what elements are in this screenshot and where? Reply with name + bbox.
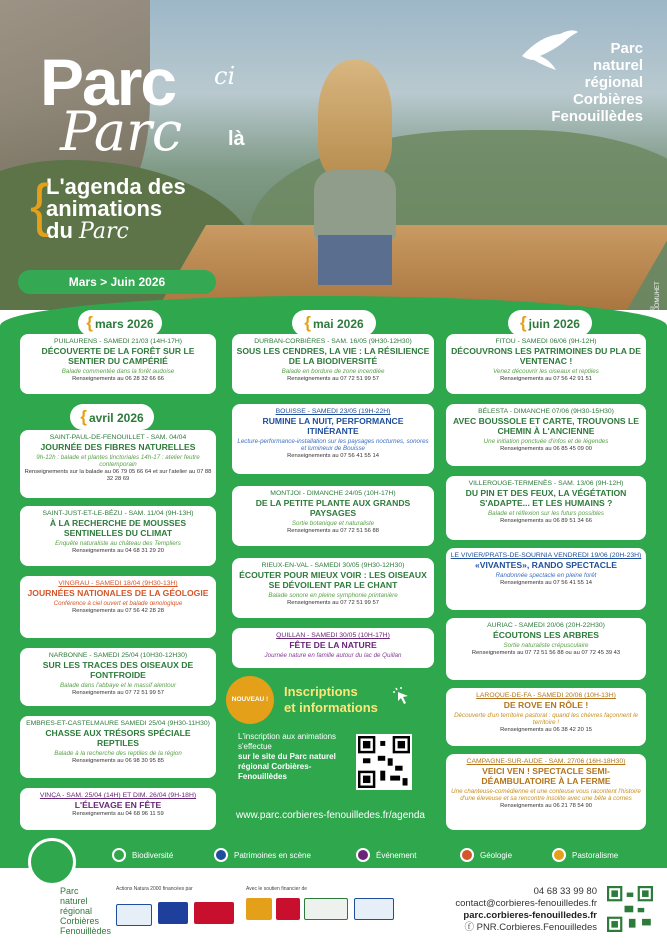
month-header-juin: { juin 2026 xyxy=(508,310,592,336)
partners-label-2: Avec le soutien financier de xyxy=(246,886,308,892)
eu-flag-logo xyxy=(158,902,188,924)
event-card[interactable]: LAROQUE-DE-FA - SAMEDI 20/06 (10H-13H) DE ROVE EN RÔLE ! Découverte d'un territoire pastoral : quand les chèvres façonnent le territoire ! Renseignements au 06 38 42 20 15 xyxy=(446,688,646,746)
woman-figure xyxy=(300,60,410,280)
qr-code[interactable] xyxy=(356,734,412,790)
event-card[interactable]: VILLEROUGE-TERMENÈS - SAM. 13/06 (9H-12H) DU PIN ET DES FEUX, LA VÉGÉTATION S'ADAPTE... ET LES HUMAINS ? Balade et réflexion sur les futurs possibles Renseignements au 06 89 51 34 66 xyxy=(446,476,646,540)
event-card[interactable]: VINÇA - SAM. 25/04 (14H) ET DIM. 26/04 (9H-18H) L'ÉLEVAGE EN FÊTE Renseignements au 04 68 96 11 59 xyxy=(20,788,216,830)
logo-parc-script: Parc xyxy=(60,100,183,163)
event-card[interactable]: DURBAN-CORBIÈRES - SAM. 16/05 (9H30-12H30) SOUS LES CENDRES, LA VIE : LA RÉSILIENCE DE LA BIODIVERSITÉ Balade en bordure de zone incendiée Renseignements au 07 72 51 99 57 xyxy=(232,334,434,394)
event-card[interactable]: VINGRAU - SAMEDI 18/04 (9H30-13H) JOURNÉES NATIONALES DE LA GÉOLOGIE Conférence à ciel ouvert et balade œnologique Renseignements au 07 56 42 28 28 xyxy=(20,576,216,638)
agenda-line2: animations xyxy=(46,196,163,221)
event-card[interactable]: LE VIVIER/PRATS-DE-SOURNIA VENDREDI 19/06 (20H-23H) «VIVANTES», RANDO SPECTACLE Randonnée spectacle en pleine forêt Renseignements au 07 56 41 55 14 xyxy=(446,548,646,610)
aude-logo xyxy=(246,898,272,920)
pnr-logo-text: Parc naturel régional Corbières Fenouillèdes xyxy=(551,40,643,125)
contact-block xyxy=(455,886,597,934)
partners-label-1: Actions Natura 2000 financées par xyxy=(116,886,193,892)
agenda-line3: du Parc xyxy=(46,218,129,244)
month-header-mai: { mai 2026 xyxy=(292,310,376,336)
month-header-mars: { mars 2026 xyxy=(78,310,162,336)
email[interactable]: contact@corbieres-fenouilledes.fr xyxy=(455,898,597,909)
site-link[interactable]: parc.corbieres-fenouilledes.fr xyxy=(463,910,597,921)
event-card[interactable]: QUILLAN - SAMEDI 30/05 (10H-17H) FÊTE DE LA NATURE Journée nature en famille autour du lac de Quillan xyxy=(232,628,434,668)
event-card[interactable]: CAMPAGNE-SUR-AUDE - SAM. 27/06 (16H-18H30) VEICI VEN ! SPECTACLE SEMI-DÉAMBULATOIRE À LA FERME Une chanteuse-comédienne et une conteuse vous racontent l'histoire d'une éleveuse et sa rencontre insolite avec une bête à cornes Renseignements au 06 21 78 54 90 xyxy=(446,754,646,830)
event-card[interactable]: RIEUX-EN-VAL - SAMEDI 30/05 (9H30-12H30) ÉCOUTER POUR MIEUX VOIR : LES OISEAUX SE DÉVOILENT PAR LE CHANT Balade sonore en pleine symphonie printanière Renseignements au 07 72 51 99 57 xyxy=(232,558,434,618)
event-card[interactable]: FITOU - SAMEDI 06/06 (9H-12H) DÉCOUVRONS LES PATRIMOINES DU PLA DE VENTENAC ! Venez découvrir les oiseaux et reptiles Renseignements au 07 56 42 91 51 xyxy=(446,334,646,394)
park-logo: Parc naturel régional Corbières Fenouillèdes xyxy=(22,838,112,948)
inscription-block xyxy=(226,676,442,834)
agenda-line1: L'agenda des xyxy=(46,174,186,199)
date-range-pill: Mars > Juin 2026 xyxy=(18,270,216,294)
facebook-icon: ⓕ xyxy=(464,922,477,933)
event-card[interactable]: PUILAURENS - SAMEDI 21/03 (14H-17H) DÉCOUVERTE DE LA FORÊT SUR LE SENTIER DU CAMPÉRIÉ Balade commentée dans la forêt audoise Renseignements au 06 28 32 66 66 xyxy=(20,334,216,394)
event-card[interactable]: SAINT-JUST-ET-LE-BÉZU - SAM. 11/04 (9H-13H) À LA RECHERCHE DE MOUSSES SENTINELLES DU CLIMAT Enquête naturaliste au château des Templiers Renseignements au 04 68 31 29 20 xyxy=(20,506,216,566)
natura2000-logo xyxy=(354,898,394,920)
inscription-title: Inscriptions et informations xyxy=(284,684,378,715)
click-cursor-icon xyxy=(392,686,412,706)
inscription-text: L'inscription aux animations s'effectue sur le site du Parc naturel régional Corbières-Fenouillèdes xyxy=(238,732,337,781)
phone[interactable]: 04 68 33 99 80 xyxy=(533,886,597,897)
logo-parc: Parc xyxy=(40,45,176,119)
logo-ci: ci xyxy=(214,62,236,90)
legend-item: Pastoralisme xyxy=(552,848,618,862)
footer-qr-code[interactable] xyxy=(607,886,653,932)
hero-banner xyxy=(0,0,667,310)
month-header-avril: { avril 2026 xyxy=(70,404,154,430)
event-card[interactable]: BOUISSE - SAMEDI 23/05 (19H-22H) RUMINE LA NUIT, PERFORMANCE ITINÉRANTE Lecture-performance-installation sur les paysages nocturnes, sonores et lumineux de Bouisse Renseignements au 07 56 41 55 14 xyxy=(232,404,434,474)
legend-item: Événement xyxy=(356,848,416,862)
facebook-link[interactable]: ⓕ PNR.Corbieres.Fenouilledes xyxy=(464,922,597,933)
event-card[interactable]: AURIAC - SAMEDI 20/06 (20H-22H30) ÉCOUTONS LES ARBRES Sortie naturaliste crépusculaire Renseignements au 07 72 51 56 88 ou au 07 72 45 39 43 xyxy=(446,618,646,680)
natura-logo xyxy=(116,904,152,926)
agenda-heading xyxy=(30,173,186,244)
event-card[interactable]: EMBRES-ET-CASTELMAURE SAMEDI 25/04 (9H30-11H30) CHASSE AUX TRÉSORS SPÉCIALE REPTILES Balade à la recherche des reptiles de la région Renseignements au 06 98 30 95 85 xyxy=(20,716,216,778)
brace-icon: { xyxy=(30,173,50,238)
new-badge: NOUVEAU ! xyxy=(226,676,274,724)
photo-credit: © JDMUHET xyxy=(649,281,661,310)
communes-logo xyxy=(304,898,348,920)
logo-la: là xyxy=(228,128,245,150)
event-card[interactable]: SAINT-PAUL-DE-FENOUILLET - SAM. 04/04 JOURNÉE DES FIBRES NATURELLES 9h-12h : balade et plantes tinctoriales 14h-17 : atelier feutre contemporain Renseignements sur la balade au 06 79 05 66 64 et sur l'atelier au 07 88 32 28 69 xyxy=(20,430,216,498)
occitanie-logo xyxy=(194,902,234,924)
event-card[interactable]: NARBONNE - SAMEDI 25/04 (10H30-12H30) SUR LES TRACES DES OISEAUX DE FONTFROIDE Balade dans l'abbaye et le massif alentour Renseignements au 07 72 51 99 57 xyxy=(20,648,216,706)
legend-item: Patrimoines en scène xyxy=(214,848,311,862)
pyrenees-orientales-logo xyxy=(276,898,300,920)
event-card[interactable]: BÉLESTA - DIMANCHE 07/06 (9H30-15H30) AVEC BOUSSOLE ET CARTE, TROUVONS LE CHEMIN À L'ANCIENNE Une initiation ponctuée d'infos et de légendes Renseignements au 06 85 45 09 00 xyxy=(446,404,646,466)
agenda-url[interactable]: www.parc.corbieres-fenouilledes.fr/agenda xyxy=(236,810,425,821)
footer xyxy=(0,868,667,952)
legend-item: Biodiversité xyxy=(112,848,173,862)
legend-item: Géologie xyxy=(460,848,512,862)
event-card[interactable]: MONTJOI - DIMANCHE 24/05 (10H-17H) DE LA PETITE PLANTE AUX GRANDS PAYSAGES Sortie botanique et naturaliste Renseignements au 07 72 51 56 88 xyxy=(232,486,434,546)
